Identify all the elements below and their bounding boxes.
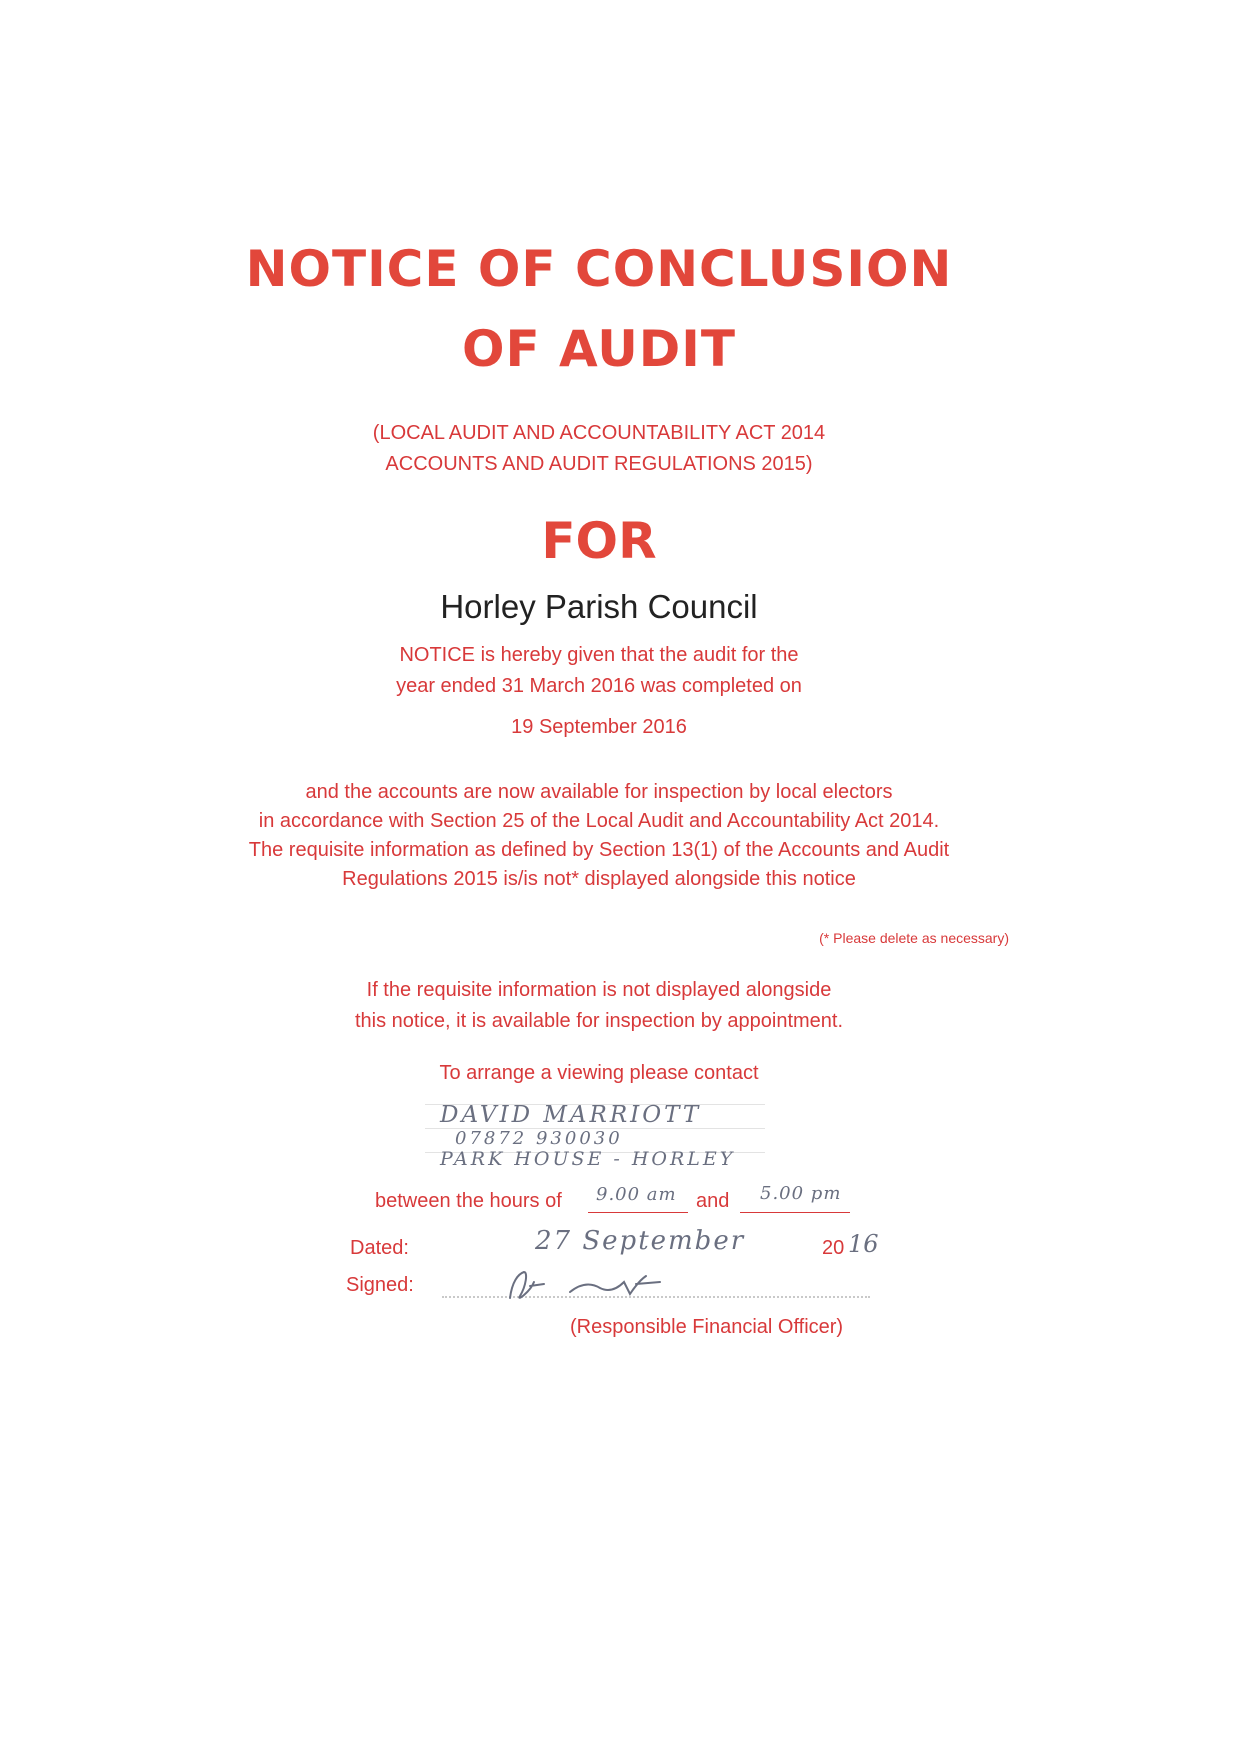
availability-paragraph xyxy=(0,778,1198,894)
legislation-reference xyxy=(0,418,1198,480)
legislation-line-2: ACCOUNTS AND AUDIT REGULATIONS 2015) xyxy=(385,453,813,475)
contact-name: DAVID MARRIOTT xyxy=(440,1102,702,1128)
notice-statement xyxy=(0,640,1198,702)
signatory-role: (Responsible Financial Officer) xyxy=(570,1316,844,1338)
handwritten-signature xyxy=(500,1262,700,1306)
notice-title-line-2: OF AUDIT xyxy=(461,320,737,378)
dated-year-prefix: 20 xyxy=(822,1237,845,1259)
contact-intro: To arrange a viewing please contact xyxy=(439,1062,759,1084)
hours-end: 5.00 pm xyxy=(760,1183,842,1204)
contact-address: PARK HOUSE - HORLEY xyxy=(440,1148,736,1170)
hours-joiner: and xyxy=(696,1190,730,1212)
legislation-line-1: (LOCAL AUDIT AND ACCOUNTABILITY ACT 2014 xyxy=(372,422,826,444)
hours-prefix: between the hours of xyxy=(375,1190,562,1212)
notice-title-line-1: NOTICE OF CONCLUSION xyxy=(245,240,953,298)
requisite-line-2: this notice, it is available for inspection by appointment. xyxy=(354,1010,844,1032)
dated-year-suffix: 16 xyxy=(848,1230,879,1258)
completion-date: 19 September 2016 xyxy=(511,716,687,738)
for-heading: FOR xyxy=(541,512,657,570)
notice-line-1: NOTICE is hereby given that the audit for the xyxy=(399,644,799,666)
availability-line-3: The requisite information as defined by Section 13(1) of the Accounts and Audit xyxy=(248,839,950,861)
requisite-line-1: If the requisite information is not displayed alongside xyxy=(366,979,832,1001)
availability-line-2: in accordance with Section 25 of the Local Audit and Accountability Act 2014. xyxy=(258,810,940,832)
notice-line-2: year ended 31 March 2016 was completed on xyxy=(396,675,802,697)
dated-day-month: 27 September xyxy=(535,1226,746,1256)
delete-note: (* Please delete as necessary) xyxy=(819,930,1009,946)
dated-label: Dated: xyxy=(350,1237,409,1259)
hours-start: 9.00 am xyxy=(596,1184,677,1205)
signed-label: Signed: xyxy=(346,1274,414,1296)
availability-line-4: Regulations 2015 is/is not* displayed alongside this notice xyxy=(342,868,856,890)
council-name: Horley Parish Council xyxy=(440,588,758,625)
requisite-paragraph xyxy=(0,975,1198,1037)
hours-end-underline xyxy=(740,1212,850,1213)
availability-line-1: and the accounts are now available for inspection by local electors xyxy=(305,781,893,803)
hours-start-underline xyxy=(588,1212,688,1213)
contact-phone: 07872 930030 xyxy=(455,1128,623,1149)
